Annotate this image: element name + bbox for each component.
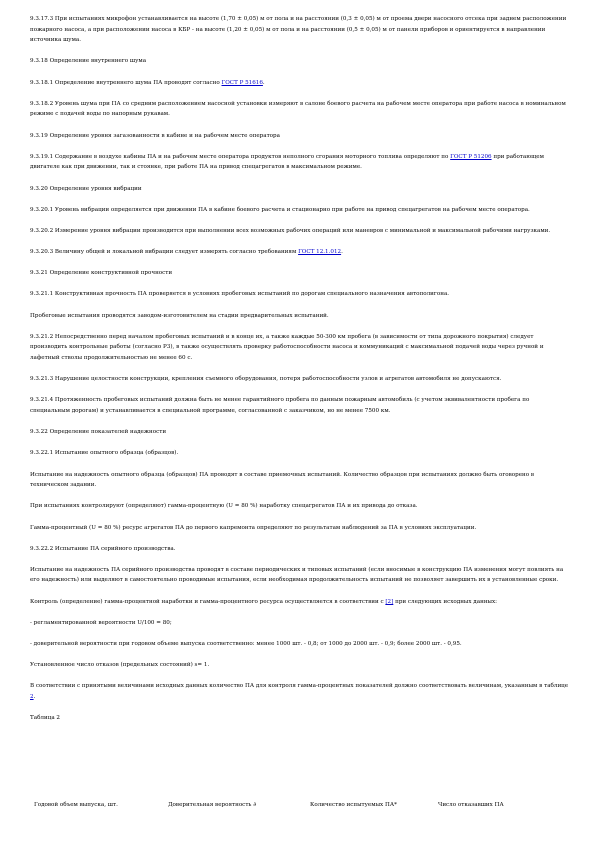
paragraph-text: 9.3.20.2 Измерение уровня вибрации производится при выполнении всех возможных рабочих операций или маневров с минимальной и максимальной рабочими нагрузками. [30, 227, 551, 234]
reference-link[interactable]: ГОСТ Р 51616 [221, 79, 263, 86]
paragraph-spacer [30, 554, 570, 565]
paragraph [30, 470, 570, 491]
paragraph-text: 9.3.18.1 Определение внутреннего шума ПА проводят согласно [30, 79, 222, 86]
paragraph [30, 14, 570, 46]
paragraph [30, 78, 570, 89]
paragraph-spacer [30, 438, 570, 449]
paragraph [30, 184, 570, 195]
paragraph-text: 9.3.21.3 Нарушение целостности конструкции, крепления съемного оборудования, потеря работоспособности узлов и агрегатов автомобиля не допускаются. [30, 376, 502, 383]
paragraph-text: 9.3.20.3 Величину общей и локальной вибрации следует измерять согласно требованиям [30, 249, 299, 256]
paragraph-text: 9.3.18.2 Уровень шума при ПА со средним расположением насосной установки измеряют в салоне боевого расчета на рабочем месте оператора при работе насоса в номинальном режиме с подачей воды по напорным рукавам. [30, 100, 566, 118]
paragraph-spacer [30, 628, 570, 639]
paragraph-text-tail: . [33, 694, 36, 700]
paragraph [30, 205, 570, 216]
paragraph-spacer [30, 67, 570, 78]
paragraph-text: 9.3.21.2 Непосредственно перед началом пробеговых испытаний и в конце их, а также каждые 50-300 км пробега (в зависимости от типа дорожного покрытия) следует производить контрольные работы (согласно Р3), в также осуществлять проверку работоспособности насоса и коммуникаций с максимальной подачей воды через ручной и лафетный стволы продолжительностью не менее 60 с. [30, 333, 544, 361]
paragraph [30, 523, 570, 534]
paragraph [30, 660, 570, 671]
paragraph-text: 9.3.21 Определение конструктивной прочности [30, 270, 173, 277]
paragraph-spacer [30, 650, 570, 661]
paragraph [30, 681, 570, 702]
paragraph [30, 395, 570, 416]
paragraph-spacer [30, 417, 570, 428]
table-header-annual-volume: Годовой объем выпуска, шт. [34, 802, 118, 808]
paragraph-spacer [30, 607, 570, 618]
paragraph-text: Испытание на надежность ПА серийного производства проводят в составе периодических и типовых испытаний (если вносимые в конструкцию ПА изменения могут повлиять на его надежность) или выделяют в самостоятельно проводимые испытания, если необходимая продолжительность испытаний не позволяет завершить их в установленные сроки. [30, 566, 564, 584]
paragraph [30, 565, 570, 586]
paragraph-text-tail: . [262, 79, 265, 86]
paragraph-spacer [30, 491, 570, 502]
paragraph [30, 99, 570, 120]
paragraph-spacer [30, 120, 570, 131]
paragraph-spacer [30, 321, 570, 332]
paragraph-text: 9.3.22.1 Испытание опытного образца (образцов). [30, 450, 179, 457]
paragraph [30, 639, 570, 650]
paragraph [30, 131, 570, 142]
paragraph [30, 268, 570, 279]
paragraph [30, 247, 570, 258]
paragraph-text-tail: . [341, 249, 343, 256]
table-caption: Таблица 2 [30, 715, 60, 722]
paragraph [30, 448, 570, 459]
paragraph-spacer [30, 300, 570, 311]
paragraph-text: 9.3.18 Определение внутреннего шума [30, 58, 147, 65]
paragraph [30, 289, 570, 300]
paragraph [30, 226, 570, 237]
paragraph-text: Контроль (определение) гамма-процентной наработки и гамма-процентного ресурса осуществляется в соответствии с [30, 598, 386, 605]
paragraph [30, 56, 570, 67]
paragraph-text: - доверительной вероятности при годовом объеме выпуска соответственно: менее 1000 шт. - 0,8; от 1000 до 2000 шт. - 0,9; более 2000 шт. - 0,95. [30, 641, 462, 648]
reference-link[interactable]: [2] [385, 598, 394, 605]
paragraph-text: 9.3.20.1 Уровень вибрации определяется при движении ПА в кабине боевого расчета и стационарно при работе на привод спецагрегатов на рабочем месте оператора. [30, 206, 530, 213]
paragraph-spacer [30, 364, 570, 375]
paragraph-spacer [30, 533, 570, 544]
paragraph [30, 427, 570, 438]
paragraph-text: Установленное число отказов (предельных состояний) s= 1. [30, 662, 210, 669]
paragraph-spacer [30, 385, 570, 396]
paragraph-text: 9.3.21.1 Конструктивная прочность ПА проверяется в условиях пробеговых испытаний по дорогам специального назначения автополигона. [30, 291, 450, 298]
paragraph-text: 9.3.19 Определение уровня загазованности в кабине и на рабочем месте оператора [30, 132, 280, 139]
paragraph-text: 9.3.22.2 Испытание ПА серийного производства. [30, 545, 176, 552]
paragraph-spacer [30, 512, 570, 523]
reference-link[interactable]: ГОСТ 12.1.012 [298, 249, 342, 256]
paragraph [30, 332, 570, 364]
paragraph-spacer [30, 258, 570, 269]
table-header-tested-count: Количество испытуемых ПА* [310, 802, 397, 808]
paragraph-spacer [30, 194, 570, 205]
paragraph [30, 311, 570, 322]
paragraph-text: - регламентированной вероятности U/100 = 80; [30, 619, 172, 626]
paragraph-spacer [30, 46, 570, 57]
paragraph-text-tail: при работающем двигателе как при движении, так и стоянке, при работе ПА на привод спецагрегатов в максимальном режиме. [30, 153, 544, 171]
paragraph [30, 618, 570, 629]
paragraph-text-tail: при следующих исходных данных: [393, 598, 498, 605]
reference-link[interactable]: 2 [30, 694, 34, 700]
paragraph [30, 597, 570, 608]
document-body [30, 14, 570, 724]
paragraph-spacer [30, 459, 570, 470]
table-header-confidence: Доверительная вероятность ∂ [168, 802, 257, 808]
paragraph-text: В соответствии с принятыми величинами исходных данных количество ПА для контроля гамма-процентных показателей должно соответствовать величинам, указанным в таблице [30, 683, 569, 690]
paragraph-spacer [30, 215, 570, 226]
paragraph-spacer [30, 88, 570, 99]
paragraph-text: 9.3.21.4 Протяженность пробеговых испытаний должна быть не менее гарантийного пробега по данным пожарным автомобиль (с учетом эквивалентности пробега по специальным дорогам) и устанавливается в специальной программе, согласованной с заказчиком, но не менее 7500 км. [30, 397, 530, 414]
paragraph-spacer [30, 236, 570, 247]
paragraph-spacer [30, 141, 570, 152]
paragraph-text: При испытаниях контролируют (определяют) гамма-процентную (U = 80 %) наработку спецагрегатов ПА и их привода до отказа. [30, 503, 418, 510]
paragraph-text: Гамма-процентный (U = 80 %) ресурс агрегатов ПА до первого капремонта определяют по результатам наблюдений за ПА в условиях эксплуатации. [30, 524, 477, 531]
paragraph-text: Пробеговые испытания проводятся заводом-изготовителем на стадии предварительных испытаний. [30, 312, 329, 319]
paragraph [30, 374, 570, 385]
paragraph-text: 9.3.19.1 Содержание в воздухе кабины ПА и на рабочем месте оператора продуктов неполного сгорания моторного топлива определяют по [30, 153, 451, 160]
table-header-row [34, 800, 574, 812]
paragraph-spacer [30, 586, 570, 597]
paragraph-spacer [30, 279, 570, 290]
paragraph [30, 544, 570, 555]
paragraph-text: 9.3.20 Определение уровня вибрации [30, 185, 142, 192]
paragraph-text: 9.3.22 Определение показателей надежности [30, 429, 167, 436]
paragraph [30, 501, 570, 512]
paragraph-spacer [30, 671, 570, 682]
paragraph-spacer [30, 173, 570, 184]
paragraph-text: Испытание на надежность опытного образца (образцов) ПА проводят в составе приемочных испытаний. Количество образцов при испытаниях должно быть оговорено в техническом задании. [30, 471, 535, 489]
paragraph-spacer [30, 703, 570, 714]
paragraph [30, 152, 570, 173]
table-header-failed-count: Число отказавших ПА [438, 802, 504, 808]
paragraph-text: 9.3.17.3 При испытаниях микрофон устанавливается на высоте (1,70 ± 0,05) м от пола и на расстоянии (0,3 ± 0,05) м от проема двери насосного отсека при заднем расположении пожарного насоса, а при расположении насоса в КБР - на высоте (1,20 ± 0,05) м от пола и на расстоянии (0,5 ± 0,05) м от панели приборов и ориентируется в направлении источника шума. [30, 16, 567, 44]
reference-link[interactable]: ГОСТ Р 51206 [450, 153, 492, 160]
